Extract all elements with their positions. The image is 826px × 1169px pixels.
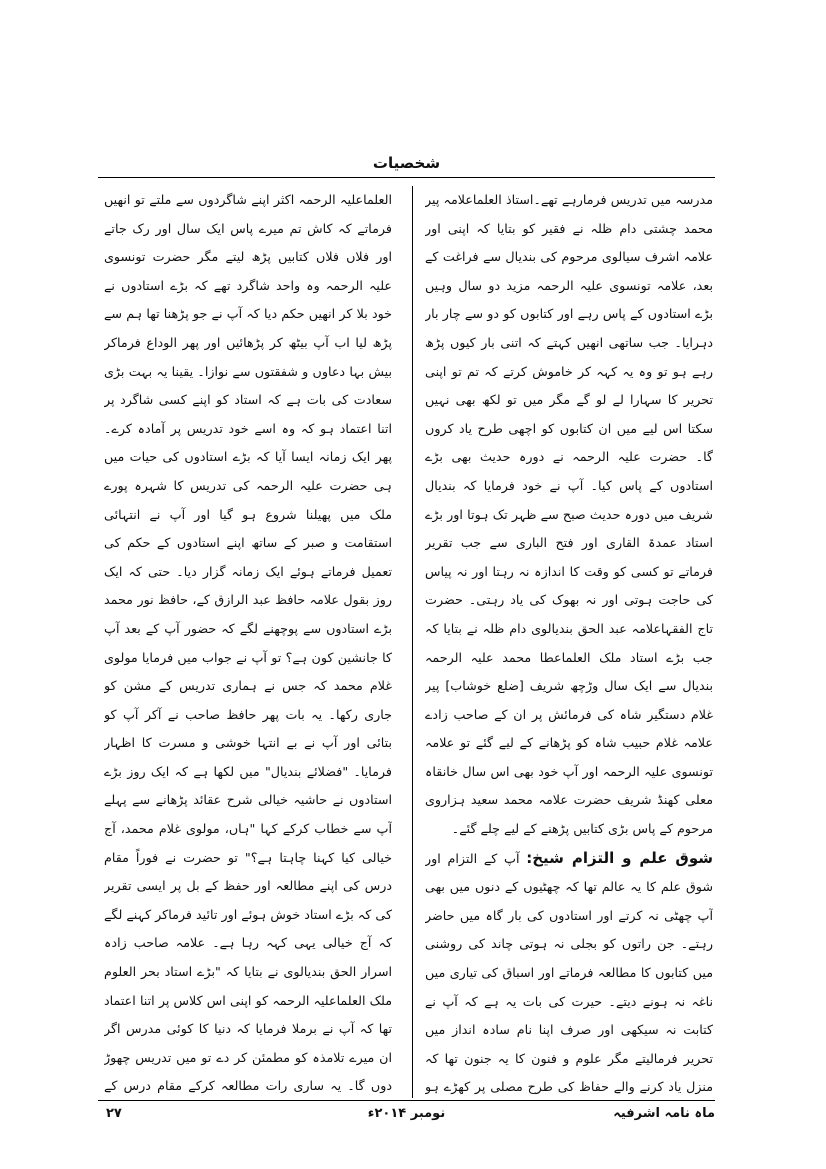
page-header [98, 152, 715, 174]
header-rule [98, 177, 715, 178]
issue-date: نومبر ۲۰۱۴ء [367, 1106, 446, 1121]
section-heading: شوق علم و التزام شیخ: [526, 848, 713, 867]
magazine-name: ماہ نامہ اشرفیہ [613, 1106, 715, 1121]
section-title: شخصیات [372, 154, 441, 172]
footer-rule [98, 1100, 715, 1101]
page-number: ۲۷ [106, 1106, 122, 1121]
page-footer [98, 1102, 715, 1130]
column-divider [412, 186, 413, 1098]
paragraph-text: آپ کے التزام اور شوق علم کا یہ عالم تھا کہ چھٹیوں کے دنوں میں بھی آپ چھٹی نہ کرتے اور استادوں کی بار گاہ میں حاضر رہتے۔ جن راتوں کو بجلی نہ ہوتی چاند کی روشنی میں کتابوں کا مطالعہ فرماتے اور اسباق کی تیاری میں ناغہ نہ ہونے دیتے۔ حیرت کی بات یہ ہے کہ آپ نے کتابت نہ سیکھی اور صرف اپنا نام سادہ انداز میں تحریر فرمالیتے مگر علوم و فنون کا یہ جنون تھا کہ منزل یاد کرنے والے حفاظ کی طرح مصلی پر کھڑے ہو [425, 850, 713, 1095]
column-right [425, 186, 713, 1098]
paragraph: العلماعلیہ الرحمہ اکثر اپنے شاگردوں سے ملتے تو انھیں فرماتے کہ کاش تم میرے پاس ایک سال اور رک جاتے اور فلاں فلاں کتابیں پڑھ لیتے مگر حضرت تونسوی علیہ الرحمہ وہ واحد شاگرد تھے کہ بڑے استادوں نے خود بلا کر انھیں حکم دیا کہ آپ نے جو پڑھنا تھا ہم سے پڑھ لیا اب آپ بیٹھ کر پڑھائیں اور پھر الوداع فرماکر بیش بہا دعاوں و شفقتوں سے نوازا۔ یقینا یہ بہت بڑی سعادت کی بات ہے کہ استاد کو اپنے کسی شاگرد پر اتنا اعتماد ہو کہ وہ اسے خود تدریس پر آمادہ کرے۔ پھر ایک زمانہ ایسا آیا کہ بڑے استادوں کی حیات میں ہی حضرت علیہ الرحمہ کی تدریس کا شہرہ پورے ملک میں پھیلنا شروع ہو گیا اور آپ نے انتہائی استقامت و صبر کے ساتھ اپنے استادوں کے حکم کی تعمیل فرماتے ہوئے ایک زمانہ گزار دیا۔ حتی کہ ایک روز بقول علامہ حافظ عبد الرازق کے، حافظ نور محمد بڑے استادوں سے پوچھنے لگے کہ حضور آپ کے بعد آپ کا جانشین کون ہے؟ تو آپ نے جواب میں فرمایا مولوی غلام محمد کہ جس نے ہماری تدریس کے مشن کو جاری رکھا۔ یہ بات پھر حافظ صاحب نے آکر آپ کو بتائی اور آپ نے بے انتہا خوشی و مسرت کا اظہار فرمایا۔ "فضلائے بندیال" میں لکھا ہے کہ ایک روز بڑے استادوں نے حاشیہ خیالی شرح عقائد پڑھانے سے پہلے آپ سے خطاب کرکے کہا "ہاں، مولوی غلام محمد، آج خیالی کیا کہنا چاہتا ہے؟" تو حضرت نے فوراً مقام درس کی اپنے مطالعہ اور حفظ کے بل پر ایسی تقریر کی کہ بڑے استاد خوش ہوئے اور تائید فرماکر کہنے لگے کہ آج خیالی یہی کہہ رہا ہے۔ علامہ صاحب زادہ اسرار الحق بندیالوی نے بتایا کہ "بڑے استاد بحر العلوم ملک العلماعلیہ الرحمہ کو اپنی اس کلاس پر اتنا اعتماد تھا کہ آپ نے برملا فرمایا کہ دنیا کا کوئی مدرس اگر ان میرے تلامذہ کو مطمئن کر دے تو میں تدریس چھوڑ دوں گا۔ یہ ساری رات مطالعہ کرکے مقام درس کے [104, 192, 392, 1094]
column-left [104, 186, 392, 1098]
paragraph [425, 844, 713, 1098]
paragraph: مدرسہ میں تدریس فرمارہے تھے۔استاذ العلماعلامہ پیر محمد چشتی دام ظلہ نے فقیر کو بتایا کہ اپنی اور علامہ اشرف سیالوی مرحوم کی بندیال سے فراغت کے بعد، علامہ تونسوی علیہ الرحمہ مزید دو سال وہیں بڑے استادوں کے پاس رہے اور کتابوں کو دو سے چار بار دہرایا۔ جب ساتھی انھیں کہتے کہ اتنی بار کیوں پڑھ رہے ہو تو وہ یہ کہہ کر خاموش کرتے کہ تم تو اپنی تحریر کا سہارا لے لو گے مگر میں تو لکھ بھی نہیں سکتا اس لیے میں ان کتابوں کو اچھی طرح یاد کروں گا۔ حضرت علیہ الرحمہ نے دورہ حدیث بھی بڑے استادوں کے پاس کیا۔ آپ نے خود فرمایا کہ بندیال شریف میں دورہ حدیث صبح سے ظہر تک ہوتا اور بڑے استاد عمدۃ القاری اور فتح الباری سے جب تقریر فرماتے تو کسی کو وقت کا اندازہ نہ رہتا اور نہ پیاس کی حاجت ہوتی اور نہ بھوک کی یاد رہتی۔ حضرت تاج الفقہاعلامہ عبد الحق بندیالوی دام ظلہ نے بتایا کہ جب بڑے استاد ملک العلماعطا محمد علیہ الرحمہ بندیال سے ایک سال وڑچھ شریف [ضلع خوشاب] پیر غلام دستگیر شاہ کی فرمائش پر ان کے صاحب زادے علامہ غلام حبیب شاہ کو پڑھانے کے لیے گئے تو علامہ تونسوی علیہ الرحمہ اور آپ خود بھی اس سال خانقاہ معلی کھنڈ شریف حضرت علامہ محمد سعید ہزاروی مرحوم کے پاس بڑی کتابیں پڑھنے کے لیے چلے گئے۔ [425, 192, 713, 837]
